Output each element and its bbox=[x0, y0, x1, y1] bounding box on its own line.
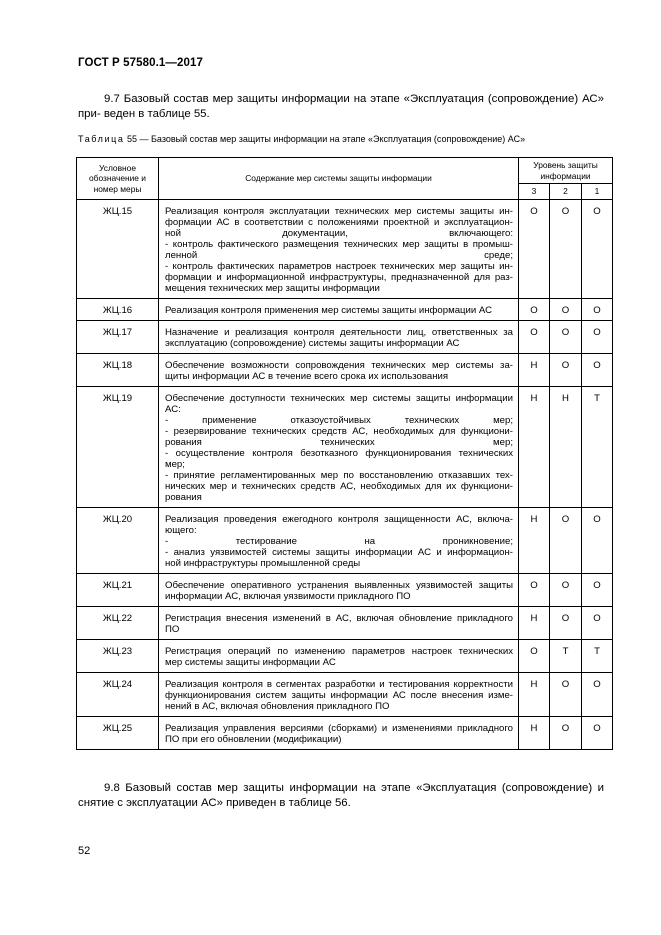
level-value: О bbox=[582, 717, 613, 750]
level-value: О bbox=[519, 640, 550, 673]
level-value: О bbox=[519, 200, 550, 299]
description-line: Реализация управления версиями (сборками) и изменениями прикладного bbox=[165, 723, 513, 734]
level-value: О bbox=[582, 607, 613, 640]
description-line: - принятие регламентированных мер по восстановлению отказавших тех- bbox=[165, 470, 513, 481]
level-value: О bbox=[550, 200, 582, 299]
description-line: мещения технических мер защиты информации bbox=[165, 283, 380, 294]
column-header-code: Условное обозначение и номер меры bbox=[77, 158, 159, 200]
closing-paragraph bbox=[78, 781, 604, 811]
measure-code: ЖЦ.15 bbox=[77, 200, 159, 299]
level-value: Н bbox=[519, 354, 550, 387]
measure-code: ЖЦ.18 bbox=[77, 354, 159, 387]
description-line: - применение отказоустойчивых технических мер; bbox=[165, 415, 513, 426]
description-line: Регистрация внесения изменений в АС, включая обновление прикладного bbox=[165, 613, 513, 624]
level-value: О bbox=[582, 321, 613, 354]
intro-paragraph bbox=[78, 92, 604, 122]
description-line: формации и информационной инфраструктуры, предназначенной для раз- bbox=[165, 272, 513, 283]
description-line: Реализация контроля эксплуатации технических мер системы защиты ин- bbox=[165, 206, 513, 217]
level-value: Т bbox=[582, 387, 613, 508]
description-line: Регистрация операций по изменению параметров настроек технических bbox=[165, 646, 513, 657]
table-row bbox=[77, 717, 613, 750]
table-row bbox=[77, 387, 613, 508]
description-line: рования bbox=[165, 492, 202, 503]
description-line: Обеспечение возможности сопровождения технических мер системы за- bbox=[165, 360, 513, 371]
measure-description bbox=[159, 717, 519, 750]
description-line: эксплуатацию (сопровождение) системы защиты информации АС bbox=[165, 338, 460, 349]
description-line: щиты информации АС в течение всего срока их использования bbox=[165, 371, 449, 382]
document-header: ГОСТ Р 57580.1—2017 bbox=[78, 57, 203, 69]
level-value: Н bbox=[550, 387, 582, 508]
table-row bbox=[77, 354, 613, 387]
level-value: Н bbox=[519, 508, 550, 574]
description-line: информации АС, включая уязвимости прикладного ПО bbox=[165, 591, 411, 602]
level-value: О bbox=[519, 321, 550, 354]
measure-description bbox=[159, 673, 519, 717]
intro-line-2: веден в таблице 55. bbox=[103, 108, 210, 120]
description-line: ПО при его обновлении (модификации) bbox=[165, 734, 342, 745]
level-header: 3 bbox=[519, 184, 550, 200]
table-row bbox=[77, 508, 613, 574]
measure-description bbox=[159, 640, 519, 673]
level-value: О bbox=[519, 299, 550, 321]
table-row bbox=[77, 673, 613, 717]
description-line: мер; bbox=[165, 459, 185, 470]
level-value: Н bbox=[519, 607, 550, 640]
column-header-level: Уровень защиты информации bbox=[519, 158, 613, 184]
level-value: О bbox=[550, 717, 582, 750]
closing-line-1: 9.8 Базовый состав мер защиты информации на этапе «Эксплуатация (сопровождение) и снятие bbox=[78, 782, 604, 809]
table-row bbox=[77, 200, 613, 299]
description-line: - контроль фактических параметров настроек технических мер защиты ин- bbox=[165, 261, 513, 272]
level-header: 1 bbox=[582, 184, 613, 200]
level-value: О bbox=[582, 354, 613, 387]
level-value: О bbox=[550, 673, 582, 717]
measure-code: ЖЦ.17 bbox=[77, 321, 159, 354]
description-line: ной документации, включающего: bbox=[165, 228, 513, 239]
measure-code: ЖЦ.20 bbox=[77, 508, 159, 574]
measures-table bbox=[76, 157, 613, 750]
description-line: - тестирование на проникновение; bbox=[165, 536, 513, 547]
level-value: О bbox=[550, 321, 582, 354]
level-value: О bbox=[582, 200, 613, 299]
level-value: О bbox=[582, 299, 613, 321]
closing-line-2: с эксплуатации АС» приведен в таблице 56. bbox=[117, 797, 351, 809]
level-value: Т bbox=[582, 640, 613, 673]
description-line: - осуществление контроля безотказного функционирования технических bbox=[165, 448, 513, 459]
description-line: - анализ уязвимостей системы защиты информации АС и информацион- bbox=[165, 547, 513, 558]
table-row bbox=[77, 607, 613, 640]
measure-code: ЖЦ.21 bbox=[77, 574, 159, 607]
level-value: О bbox=[582, 673, 613, 717]
measure-description bbox=[159, 387, 519, 508]
level-value: Н bbox=[519, 387, 550, 508]
level-value: О bbox=[550, 607, 582, 640]
column-header-content: Содержание мер системы защиты информации bbox=[159, 158, 519, 200]
level-value: Н bbox=[519, 717, 550, 750]
description-line: функционирования систем защиты информации АС после внесения изме- bbox=[165, 690, 513, 701]
description-line: - контроль фактического размещения технических мер защиты в промыш- bbox=[165, 239, 513, 250]
table-row bbox=[77, 640, 613, 673]
description-line: АС: bbox=[165, 404, 181, 415]
level-value: О bbox=[550, 508, 582, 574]
level-value: О bbox=[550, 574, 582, 607]
table-row bbox=[77, 574, 613, 607]
measure-description bbox=[159, 299, 519, 321]
measure-description bbox=[159, 354, 519, 387]
description-line: Реализация контроля в сегментах разработки и тестирования корректности bbox=[165, 679, 513, 690]
description-line: рования технических мер; bbox=[165, 437, 513, 448]
description-line: ленной среде; bbox=[165, 250, 513, 261]
table-caption bbox=[78, 134, 608, 144]
description-line: формации АС в соответствии с положениями проектной и эксплуатацион- bbox=[165, 217, 513, 228]
level-value: О bbox=[582, 574, 613, 607]
description-line: Назначение и реализация контроля деятельности лиц, ответственных за bbox=[165, 327, 513, 338]
table-row bbox=[77, 299, 613, 321]
description-line: Обеспечение оперативного устранения выявленных уязвимостей защиты bbox=[165, 580, 513, 591]
measure-code: ЖЦ.25 bbox=[77, 717, 159, 750]
intro-line-1: 9.7 Базовый состав мер защиты информации на этапе «Эксплуатация (сопровождение) АС» при- bbox=[78, 93, 604, 120]
table-caption-text: 55 — Базовый состав мер защиты информации на этапе «Эксплуатация (сопровождение) АС» bbox=[124, 134, 526, 144]
table-caption-label: Таблица bbox=[78, 134, 125, 144]
level-value: О bbox=[550, 299, 582, 321]
measure-code: ЖЦ.23 bbox=[77, 640, 159, 673]
measure-description bbox=[159, 321, 519, 354]
measure-description bbox=[159, 508, 519, 574]
level-value: Н bbox=[519, 673, 550, 717]
description-line: нений в АС, включая обновления прикладного ПО bbox=[165, 701, 390, 712]
measure-code: ЖЦ.16 bbox=[77, 299, 159, 321]
measure-description bbox=[159, 200, 519, 299]
description-line: ПО bbox=[165, 624, 180, 635]
description-line: Обеспечение доступности технических мер системы защиты информации bbox=[165, 393, 513, 404]
measure-description bbox=[159, 607, 519, 640]
table-body bbox=[77, 200, 613, 750]
level-header: 2 bbox=[550, 184, 582, 200]
measure-code: ЖЦ.19 bbox=[77, 387, 159, 508]
level-value: О bbox=[519, 574, 550, 607]
description-line: мер системы защиты информации АС bbox=[165, 657, 336, 668]
measure-description bbox=[159, 574, 519, 607]
measure-code: ЖЦ.24 bbox=[77, 673, 159, 717]
level-value: Т bbox=[550, 640, 582, 673]
description-line: ной инфраструктуры промышленной среды bbox=[165, 558, 361, 569]
description-line: Реализация проведения ежегодного контроля защищенности АС, включа- bbox=[165, 514, 513, 525]
description-line: ющего: bbox=[165, 525, 197, 536]
level-value: О bbox=[550, 354, 582, 387]
description-line: Реализация контроля применения мер системы защиты информации АС bbox=[165, 305, 493, 316]
page-number: 52 bbox=[78, 845, 91, 857]
description-line: - резервирование технических средств АС, необходимых для функциони- bbox=[165, 426, 513, 437]
level-value: О bbox=[582, 508, 613, 574]
description-line: нических мер и технических средств АС, необходимых для их функциони- bbox=[165, 481, 513, 492]
measure-code: ЖЦ.22 bbox=[77, 607, 159, 640]
table-row bbox=[77, 321, 613, 354]
